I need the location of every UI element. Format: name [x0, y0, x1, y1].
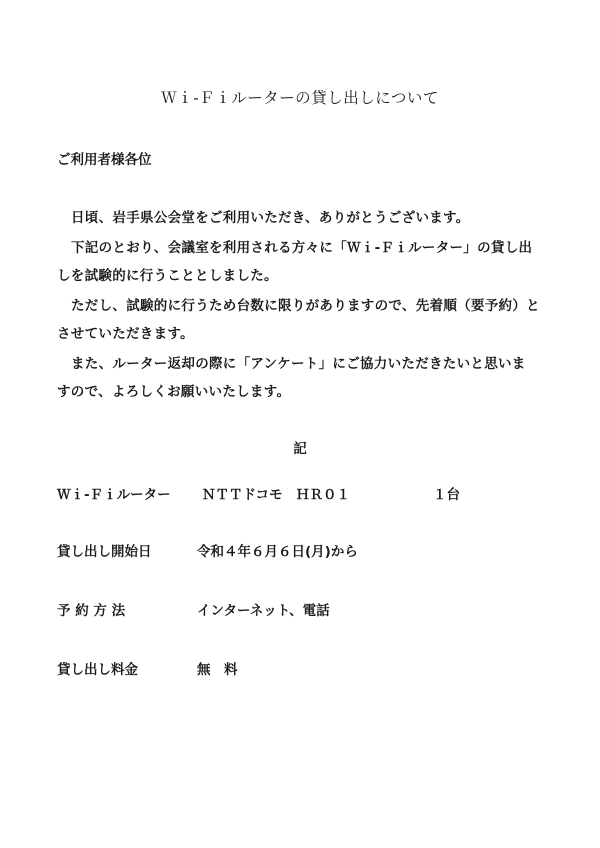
start-date-label: 貸し出し開始日: [57, 544, 152, 560]
method-value: インターネット、電話: [197, 603, 330, 619]
paragraph-line: 下記のとおり、会議室を利用される方々に「Ｗｉ-Ｆｉルーター」の貸し出: [71, 240, 533, 256]
method-label: 予 約 方 法: [57, 603, 126, 619]
router-value: ＮＴＴドコモ ＨＲ０１: [202, 487, 350, 503]
paragraph-line: させていただきます。: [57, 326, 194, 342]
start-date-value: 令和４年６月６日(月)から: [197, 544, 358, 560]
paragraph-line: ただし、試験的に行うため台数に限りがありますので、先着順（要予約）と: [71, 298, 540, 314]
document-title: Ｗｉ-Ｆｉルーターの貸し出しについて: [161, 89, 439, 107]
paragraph-line: また、ルーター返却の際に「アンケート」にご協力いただきたいと思いま: [71, 356, 526, 372]
router-label: Ｗｉ-Ｆｉルーター: [57, 487, 171, 503]
ki-heading: 記: [293, 441, 307, 457]
router-count: １台: [433, 487, 460, 503]
fee-value: 無 料: [197, 662, 238, 678]
salutation: ご利用者様各位: [57, 152, 152, 168]
fee-label: 貸し出し料金: [57, 662, 138, 678]
paragraph-line: しを試験的に行うこととしました。: [57, 268, 278, 284]
paragraph-line: すので、よろしくお願いいたします。: [57, 384, 291, 400]
paragraph-line: 日頃、岩手県公会堂をご利用いただき、ありがとうございます。: [71, 210, 470, 226]
